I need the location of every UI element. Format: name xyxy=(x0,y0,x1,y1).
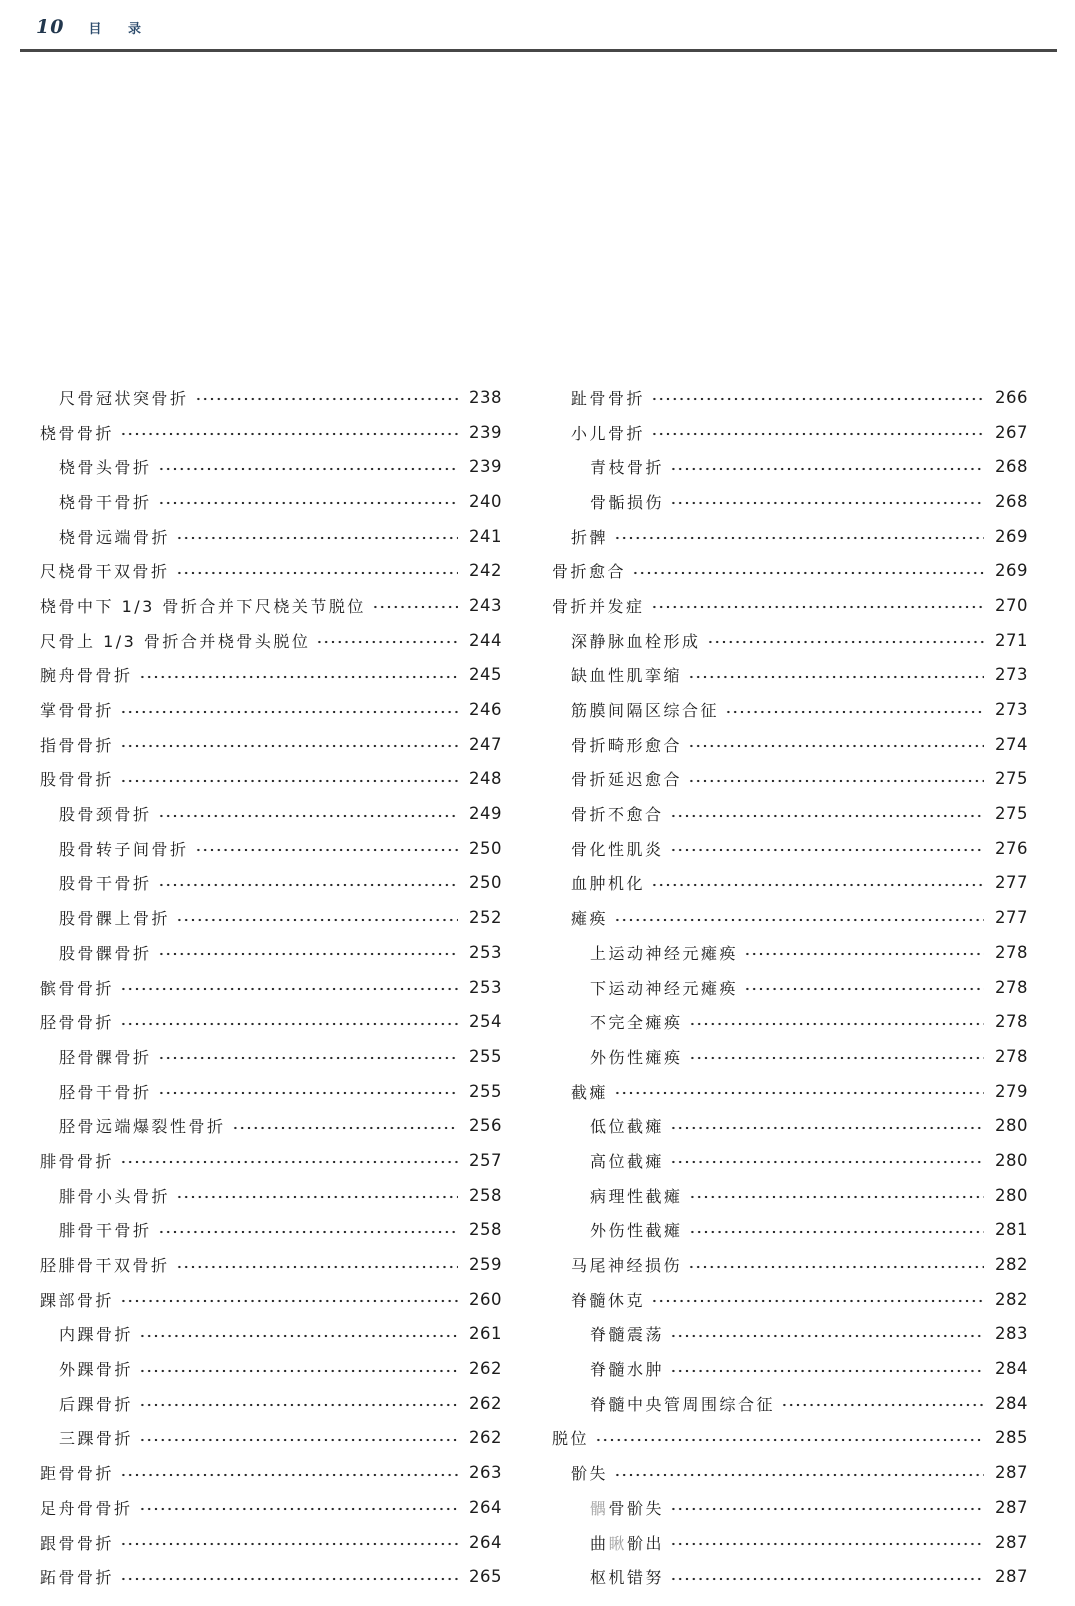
dot-leader xyxy=(670,1334,984,1338)
toc-entry-label: 骱失 xyxy=(571,1464,609,1484)
toc-entry-label: 马尾神经损伤 xyxy=(571,1256,683,1276)
dot-leader xyxy=(670,1160,984,1164)
toc-entry-label: 距骨骨折 xyxy=(40,1464,115,1484)
toc-entry-page: 274 xyxy=(995,734,1028,754)
dot-leader xyxy=(120,987,458,991)
toc-entry-page: 243 xyxy=(469,595,502,615)
toc-entry-label: 胫骨干骨折 xyxy=(59,1082,152,1102)
toc-entry xyxy=(552,1351,1028,1386)
toc-entry-page: 275 xyxy=(995,769,1028,789)
toc-entry-label: 病理性截瘫 xyxy=(590,1186,683,1206)
toc-entry-page: 273 xyxy=(995,700,1028,720)
toc-entry xyxy=(552,762,1028,797)
dot-leader xyxy=(195,848,458,852)
toc-entry-label: 深静脉血栓形成 xyxy=(571,631,701,651)
toc-entry-page: 278 xyxy=(995,1012,1028,1032)
toc-entry-label: 趾骨骨折 xyxy=(571,388,646,408)
toc-entry xyxy=(552,1282,1028,1317)
toc-column-right xyxy=(552,380,1028,1594)
dot-leader xyxy=(120,710,458,714)
toc-entry-label: 股骨干骨折 xyxy=(59,874,152,894)
header-rule xyxy=(20,49,1057,52)
toc-entry-page: 282 xyxy=(995,1255,1028,1275)
toc-entry-label: 胫骨远端爆裂性骨折 xyxy=(59,1117,226,1137)
toc-entry xyxy=(40,1490,502,1525)
dot-leader xyxy=(670,1369,984,1373)
dot-leader xyxy=(139,1403,458,1407)
toc-entry xyxy=(552,1490,1028,1525)
dot-leader xyxy=(689,1022,984,1026)
dot-leader xyxy=(195,397,458,401)
toc-entry-page: 244 xyxy=(469,630,502,650)
toc-entry-label: 不完全瘫痪 xyxy=(590,1013,683,1033)
toc-entry-page: 268 xyxy=(995,457,1028,477)
toc-entry-page: 262 xyxy=(469,1393,502,1413)
toc-entry-page: 277 xyxy=(995,908,1028,928)
dot-leader xyxy=(120,744,458,748)
toc-entry-label: 桡骨干骨折 xyxy=(59,492,152,512)
toc-entry xyxy=(552,1247,1028,1282)
toc-entry-page: 284 xyxy=(995,1359,1028,1379)
dot-leader xyxy=(689,1230,984,1234)
toc-entry xyxy=(40,762,502,797)
toc-entry-page: 242 xyxy=(469,561,502,581)
dot-leader xyxy=(689,1056,984,1060)
dot-leader xyxy=(744,952,984,956)
toc-entry-label: 缺血性肌挛缩 xyxy=(571,666,683,686)
toc-entry-label: 血肿机化 xyxy=(571,874,646,894)
toc-entry-page: 256 xyxy=(469,1116,502,1136)
toc-entry-label: 低位截瘫 xyxy=(590,1117,665,1137)
toc-entry-page: 282 xyxy=(995,1289,1028,1309)
toc-entry xyxy=(40,935,502,970)
toc-entry-page: 259 xyxy=(469,1255,502,1275)
dot-leader xyxy=(614,1473,984,1477)
toc-entry xyxy=(40,415,502,450)
toc-entry-label: 掌骨骨折 xyxy=(40,701,115,721)
toc-entry-label: 外踝骨折 xyxy=(59,1360,134,1380)
toc-entry-label: 桡骨中下 1/3 骨折合并下尺桡关节脱位 xyxy=(40,596,366,616)
dot-leader xyxy=(614,1091,984,1095)
dot-leader xyxy=(725,710,984,714)
toc-entry-page: 266 xyxy=(995,387,1028,407)
toc-entry xyxy=(40,1282,502,1317)
toc-entry xyxy=(552,866,1028,901)
dot-leader xyxy=(158,467,458,471)
toc-entry-label: 曲瞅骱出 xyxy=(590,1533,665,1553)
toc-entry-page: 250 xyxy=(469,838,502,858)
toc-column-left xyxy=(40,380,502,1594)
dot-leader xyxy=(744,987,984,991)
dot-leader xyxy=(139,1369,458,1373)
running-header xyxy=(36,16,152,38)
toc-entry-label: 后踝骨折 xyxy=(59,1394,134,1414)
toc-entry-label: 外伤性瘫痪 xyxy=(590,1047,683,1067)
toc-entry xyxy=(552,1213,1028,1248)
dot-leader xyxy=(158,883,458,887)
toc-entry-label: 骨折并发症 xyxy=(552,596,645,616)
toc-entry xyxy=(40,1178,502,1213)
toc-entry xyxy=(40,553,502,588)
toc-entry-page: 287 xyxy=(995,1532,1028,1552)
toc-entry xyxy=(552,449,1028,484)
toc-entry-page: 264 xyxy=(469,1497,502,1517)
toc-entry xyxy=(552,970,1028,1005)
toc-entry xyxy=(552,484,1028,519)
dot-leader xyxy=(670,1507,984,1511)
toc-entry xyxy=(552,1386,1028,1421)
toc-entry xyxy=(40,900,502,935)
toc-entry-page: 253 xyxy=(469,942,502,962)
dot-leader xyxy=(120,432,458,436)
toc-entry-page: 250 xyxy=(469,873,502,893)
toc-entry-page: 276 xyxy=(995,838,1028,858)
toc-entry-page: 270 xyxy=(995,595,1028,615)
toc-entry xyxy=(40,1559,502,1594)
toc-entry xyxy=(552,1559,1028,1594)
toc-entry xyxy=(40,1386,502,1421)
dot-leader xyxy=(781,1403,984,1407)
toc-entry-page: 252 xyxy=(469,908,502,928)
dot-leader xyxy=(120,779,458,783)
dot-leader xyxy=(688,779,984,783)
dot-leader xyxy=(688,1265,984,1269)
toc-entry xyxy=(40,1143,502,1178)
dot-leader xyxy=(176,1195,458,1199)
toc-entry xyxy=(552,588,1028,623)
toc-entry xyxy=(40,1351,502,1386)
toc-entry-page: 257 xyxy=(469,1150,502,1170)
toc-entry xyxy=(40,1004,502,1039)
toc-entry-label: 小儿骨折 xyxy=(571,423,646,443)
toc-entry-page: 238 xyxy=(469,387,502,407)
dot-leader xyxy=(670,467,984,471)
toc-entry-label: 骨化性肌炎 xyxy=(571,839,664,859)
toc-entry xyxy=(552,1525,1028,1560)
toc-entry-page: 258 xyxy=(469,1220,502,1240)
dot-leader xyxy=(651,1299,984,1303)
toc-entry xyxy=(552,553,1028,588)
toc-entry-label: 骨骺损伤 xyxy=(590,492,665,512)
toc-entry-page: 269 xyxy=(995,561,1028,581)
toc-entry-page: 271 xyxy=(995,630,1028,650)
toc-entry xyxy=(40,1108,502,1143)
dot-leader xyxy=(120,1022,458,1026)
dot-leader xyxy=(614,536,984,540)
toc-entry-page: 287 xyxy=(995,1463,1028,1483)
toc-entry-page: 264 xyxy=(469,1532,502,1552)
toc-entry-label: 枢机错努 xyxy=(590,1568,665,1588)
toc-entry-page: 285 xyxy=(995,1428,1028,1448)
toc-entry-page: 248 xyxy=(469,769,502,789)
dot-leader xyxy=(139,675,458,679)
dot-leader xyxy=(689,1195,984,1199)
toc-entry-label: 脊髓休克 xyxy=(571,1290,646,1310)
toc-entry-page: 273 xyxy=(995,665,1028,685)
table-of-contents xyxy=(40,380,1028,1594)
toc-entry-label: 骨折延迟愈合 xyxy=(571,770,683,790)
toc-entry-label: 上运动神经元瘫痪 xyxy=(590,943,739,963)
toc-entry xyxy=(552,415,1028,450)
toc-entry xyxy=(552,796,1028,831)
toc-entry-page: 260 xyxy=(469,1289,502,1309)
dot-leader xyxy=(158,952,458,956)
toc-entry-label: 折髀 xyxy=(571,527,609,547)
toc-entry xyxy=(40,866,502,901)
toc-entry-page: 255 xyxy=(469,1081,502,1101)
toc-entry xyxy=(552,1004,1028,1039)
toc-entry-label: 胫骨髁骨折 xyxy=(59,1047,152,1067)
toc-entry-page: 261 xyxy=(469,1324,502,1344)
dot-leader xyxy=(670,1126,984,1130)
toc-entry-page: 281 xyxy=(995,1220,1028,1240)
toc-entry-page: 241 xyxy=(469,526,502,546)
toc-entry-label: 股骨颈骨折 xyxy=(59,805,152,825)
dot-leader xyxy=(232,1126,458,1130)
toc-entry-label: 三踝骨折 xyxy=(59,1429,134,1449)
toc-entry-page: 240 xyxy=(469,491,502,511)
dot-leader xyxy=(372,605,458,609)
toc-entry xyxy=(552,935,1028,970)
toc-entry xyxy=(40,1247,502,1282)
toc-entry xyxy=(40,519,502,554)
toc-entry-label: 胫骨骨折 xyxy=(40,1013,115,1033)
toc-entry-label: 髃骨骱失 xyxy=(590,1498,665,1518)
toc-entry xyxy=(552,1421,1028,1456)
dot-leader xyxy=(158,1056,458,1060)
toc-entry-label: 腓骨骨折 xyxy=(40,1151,115,1171)
toc-entry xyxy=(552,1039,1028,1074)
toc-entry-page: 246 xyxy=(469,700,502,720)
toc-entry-label: 尺桡骨干双骨折 xyxy=(40,562,170,582)
toc-entry-page: 277 xyxy=(995,873,1028,893)
toc-entry-page: 239 xyxy=(469,457,502,477)
toc-entry-label: 桡骨骨折 xyxy=(40,423,115,443)
toc-entry-page: 262 xyxy=(469,1359,502,1379)
toc-entry-label: 骨折愈合 xyxy=(552,562,627,582)
dot-leader xyxy=(120,1160,458,1164)
toc-entry xyxy=(40,831,502,866)
toc-entry xyxy=(40,727,502,762)
toc-entry-label: 尺骨上 1/3 骨折合并桡骨头脱位 xyxy=(40,631,311,651)
dot-leader xyxy=(632,571,984,575)
toc-entry-label: 腓骨小头骨折 xyxy=(59,1186,171,1206)
dot-leader xyxy=(176,1265,458,1269)
toc-entry-page: 278 xyxy=(995,977,1028,997)
toc-entry xyxy=(40,658,502,693)
dot-leader xyxy=(651,883,984,887)
dot-leader xyxy=(316,640,458,644)
toc-entry-label: 下运动神经元瘫痪 xyxy=(590,978,739,998)
dot-leader xyxy=(670,848,984,852)
dot-leader xyxy=(176,918,458,922)
toc-entry-label: 股骨髁骨折 xyxy=(59,943,152,963)
toc-entry-page: 245 xyxy=(469,665,502,685)
toc-entry-page: 249 xyxy=(469,804,502,824)
toc-entry-label: 股骨转子间骨折 xyxy=(59,839,189,859)
toc-entry xyxy=(552,1317,1028,1352)
toc-entry-label: 脱位 xyxy=(552,1429,590,1449)
toc-entry xyxy=(552,380,1028,415)
toc-entry-label: 脊髓中央管周围综合征 xyxy=(590,1394,776,1414)
toc-entry xyxy=(552,900,1028,935)
dot-leader xyxy=(120,1299,458,1303)
toc-entry-label: 髌骨骨折 xyxy=(40,978,115,998)
toc-entry-label: 踝部骨折 xyxy=(40,1290,115,1310)
dot-leader xyxy=(176,571,458,575)
toc-entry-label: 筋膜间隔区综合征 xyxy=(571,701,720,721)
toc-entry-label: 跖骨骨折 xyxy=(40,1568,115,1588)
toc-entry-page: 265 xyxy=(469,1567,502,1587)
dot-leader xyxy=(651,397,984,401)
toc-entry-label: 外伤性截瘫 xyxy=(590,1221,683,1241)
toc-entry-label: 胫腓骨干双骨折 xyxy=(40,1256,170,1276)
dot-leader xyxy=(176,536,458,540)
toc-entry-page: 279 xyxy=(995,1081,1028,1101)
dot-leader xyxy=(120,1473,458,1477)
toc-entry xyxy=(40,1455,502,1490)
toc-entry-page: 262 xyxy=(469,1428,502,1448)
toc-entry-page: 253 xyxy=(469,977,502,997)
toc-entry xyxy=(552,831,1028,866)
toc-entry-label: 股骨骨折 xyxy=(40,770,115,790)
toc-entry-page: 275 xyxy=(995,804,1028,824)
dot-leader xyxy=(158,814,458,818)
toc-entry-page: 239 xyxy=(469,422,502,442)
dot-leader xyxy=(688,675,984,679)
dot-leader xyxy=(120,1577,458,1581)
toc-entry xyxy=(40,449,502,484)
dot-leader xyxy=(139,1334,458,1338)
toc-entry xyxy=(552,623,1028,658)
toc-entry xyxy=(40,484,502,519)
toc-entry-label: 指骨骨折 xyxy=(40,735,115,755)
dot-leader xyxy=(595,1438,984,1442)
toc-entry-label: 截瘫 xyxy=(571,1082,609,1102)
toc-entry xyxy=(40,1074,502,1109)
dot-leader xyxy=(139,1507,458,1511)
toc-entry xyxy=(552,1143,1028,1178)
toc-entry-label: 足舟骨骨折 xyxy=(40,1498,133,1518)
toc-entry-page: 263 xyxy=(469,1463,502,1483)
toc-entry xyxy=(40,1039,502,1074)
header-title: 目 录 xyxy=(88,22,152,37)
toc-entry-label: 桡骨头骨折 xyxy=(59,458,152,478)
toc-entry xyxy=(552,692,1028,727)
toc-entry xyxy=(552,658,1028,693)
toc-entry-page: 287 xyxy=(995,1497,1028,1517)
dot-leader xyxy=(670,1542,984,1546)
toc-entry-page: 268 xyxy=(995,491,1028,511)
toc-entry xyxy=(552,1108,1028,1143)
toc-entry xyxy=(552,727,1028,762)
toc-entry xyxy=(552,519,1028,554)
toc-entry-page: 278 xyxy=(995,1046,1028,1066)
dot-leader xyxy=(139,1438,458,1442)
dot-leader xyxy=(670,814,984,818)
toc-entry-page: 287 xyxy=(995,1567,1028,1587)
toc-entry-label: 瘫痪 xyxy=(571,909,609,929)
dot-leader xyxy=(707,640,984,644)
toc-entry-page: 258 xyxy=(469,1185,502,1205)
toc-entry xyxy=(40,1317,502,1352)
toc-entry-page: 269 xyxy=(995,526,1028,546)
toc-entry-page: 280 xyxy=(995,1116,1028,1136)
toc-entry-page: 267 xyxy=(995,422,1028,442)
toc-entry xyxy=(552,1455,1028,1490)
dot-leader xyxy=(614,918,984,922)
toc-entry xyxy=(40,588,502,623)
toc-entry-label: 腕舟骨骨折 xyxy=(40,666,133,686)
toc-entry-label: 青枝骨折 xyxy=(590,458,665,478)
toc-entry-label: 腓骨干骨折 xyxy=(59,1221,152,1241)
toc-entry xyxy=(40,1213,502,1248)
toc-entry-label: 脊髓震荡 xyxy=(590,1325,665,1345)
toc-entry-label: 骨折畸形愈合 xyxy=(571,735,683,755)
dot-leader xyxy=(688,744,984,748)
dot-leader xyxy=(158,1091,458,1095)
toc-entry xyxy=(40,796,502,831)
toc-entry-label: 骨折不愈合 xyxy=(571,805,664,825)
toc-entry-label: 股骨髁上骨折 xyxy=(59,909,171,929)
page-number: 10 xyxy=(36,16,65,38)
toc-entry-page: 255 xyxy=(469,1046,502,1066)
toc-entry xyxy=(40,380,502,415)
toc-entry-label: 尺骨冠状突骨折 xyxy=(59,388,189,408)
toc-entry xyxy=(40,970,502,1005)
toc-entry-page: 254 xyxy=(469,1012,502,1032)
toc-entry-page: 284 xyxy=(995,1393,1028,1413)
dot-leader xyxy=(651,605,984,609)
toc-entry-label: 跟骨骨折 xyxy=(40,1533,115,1553)
toc-entry xyxy=(40,1525,502,1560)
dot-leader xyxy=(120,1542,458,1546)
toc-entry-page: 280 xyxy=(995,1150,1028,1170)
toc-entry xyxy=(552,1074,1028,1109)
dot-leader xyxy=(158,501,458,505)
dot-leader xyxy=(670,501,984,505)
toc-entry-page: 247 xyxy=(469,734,502,754)
dot-leader xyxy=(670,1577,984,1581)
dot-leader xyxy=(158,1230,458,1234)
toc-entry-label: 脊髓水肿 xyxy=(590,1360,665,1380)
toc-entry-label: 桡骨远端骨折 xyxy=(59,527,171,547)
toc-entry-label: 内踝骨折 xyxy=(59,1325,134,1345)
toc-entry xyxy=(552,1178,1028,1213)
toc-entry-label: 高位截瘫 xyxy=(590,1151,665,1171)
toc-entry-page: 280 xyxy=(995,1185,1028,1205)
toc-entry xyxy=(40,623,502,658)
toc-entry-page: 283 xyxy=(995,1324,1028,1344)
toc-entry-page: 278 xyxy=(995,942,1028,962)
dot-leader xyxy=(651,432,984,436)
toc-entry xyxy=(40,1421,502,1456)
toc-entry xyxy=(40,692,502,727)
